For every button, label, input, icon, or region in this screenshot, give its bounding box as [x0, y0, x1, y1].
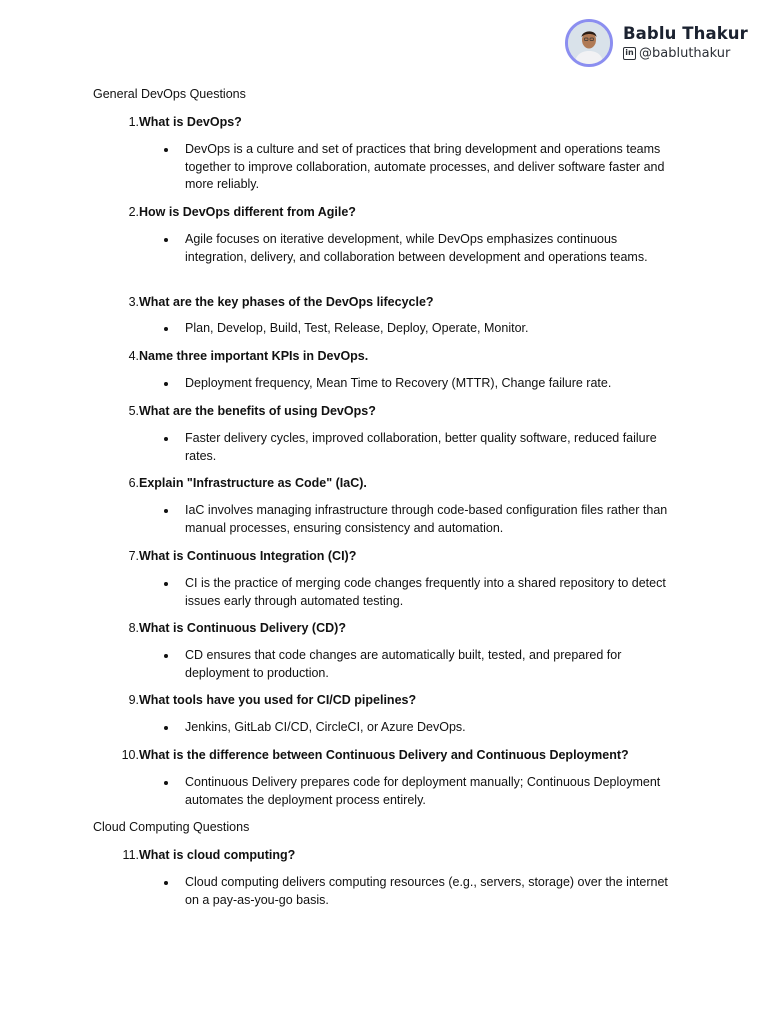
answer-item	[161, 575, 671, 610]
question-number: 2.	[128, 205, 139, 219]
question-number: 11.	[122, 848, 139, 862]
question-row	[93, 475, 367, 502]
question-row	[93, 348, 368, 375]
question-number: 7.	[128, 549, 139, 563]
answer-text: Continuous Delivery prepares code for deployment manually; Continuous Deployment automates the deployment process entirely.	[185, 775, 661, 807]
answer-item	[161, 719, 671, 737]
author-name: Bablu Thakur	[623, 24, 748, 44]
question-text: Name three important KPIs in DevOps.	[139, 349, 369, 363]
question-number: 4.	[128, 349, 139, 363]
section-title: Cloud Computing Questions	[93, 820, 250, 834]
answer-text: IaC involves managing infrastructure through code-based configuration files rather than manual processes, ensuring consistency and automation.	[185, 503, 668, 535]
avatar	[565, 19, 613, 67]
question-text: Explain "Infrastructure as Code" (IaC).	[139, 476, 367, 490]
author-handle-row[interactable]	[623, 47, 748, 60]
question-row	[93, 620, 346, 647]
answer-item	[161, 874, 671, 909]
answer-text: Cloud computing delivers computing resources (e.g., servers, storage) over the internet on a pay-as-you-go basis.	[185, 875, 668, 907]
question-row	[93, 847, 295, 874]
question-row	[93, 548, 356, 575]
author-header	[565, 19, 748, 67]
answer-text: Agile focuses on iterative development, while DevOps emphasizes continuous integration, delivery, and collaboration between development and operations teams.	[185, 232, 648, 264]
answer-item	[161, 320, 671, 338]
question-text: What is Continuous Integration (CI)?	[139, 549, 357, 563]
question-row	[93, 403, 376, 430]
question-text: What is Continuous Delivery (CD)?	[139, 621, 346, 635]
question-row	[93, 294, 434, 321]
question-row	[93, 692, 416, 719]
answer-text: CI is the practice of merging code changes frequently into a shared repository to detect issues early through automated testing.	[185, 576, 666, 608]
question-text: How is DevOps different from Agile?	[139, 205, 356, 219]
question-number: 5.	[128, 404, 139, 418]
question-number: 9.	[128, 693, 139, 707]
question-row	[93, 204, 356, 231]
question-number: 8.	[128, 621, 139, 635]
question-row	[93, 114, 242, 141]
answer-text: DevOps is a culture and set of practices that bring development and operations teams together to improve collaboration, automate processes, and deliver software faster and more reliably.	[185, 142, 665, 191]
question-number: 10.	[121, 748, 139, 762]
question-text: What are the benefits of using DevOps?	[139, 404, 376, 418]
answer-text: Plan, Develop, Build, Test, Release, Deploy, Operate, Monitor.	[185, 321, 529, 335]
question-number: 6.	[128, 476, 139, 490]
answer-text: Deployment frequency, Mean Time to Recovery (MTTR), Change failure rate.	[185, 376, 612, 390]
question-text: What are the key phases of the DevOps lifecycle?	[139, 295, 434, 309]
answer-item	[161, 231, 671, 266]
answer-text: Jenkins, GitLab CI/CD, CircleCI, or Azure DevOps.	[185, 720, 466, 734]
answer-item	[161, 141, 671, 194]
author-handle: @babluthakur	[639, 45, 731, 61]
question-number: 3.	[128, 295, 139, 309]
answer-item	[161, 502, 671, 537]
answer-text: CD ensures that code changes are automatically built, tested, and prepared for deployment to production.	[185, 648, 622, 680]
question-text: What is the difference between Continuous Delivery and Continuous Deployment?	[139, 748, 629, 762]
answer-item	[161, 647, 671, 682]
answer-text: Faster delivery cycles, improved collaboration, better quality software, reduced failure rates.	[185, 431, 657, 463]
question-row	[93, 747, 629, 774]
answer-item	[161, 774, 671, 809]
section-title: General DevOps Questions	[93, 87, 246, 101]
question-text: What is DevOps?	[139, 115, 242, 129]
linkedin-icon: in	[623, 47, 636, 60]
answer-item	[161, 375, 671, 393]
answer-item	[161, 430, 671, 465]
question-text: What tools have you used for CI/CD pipelines?	[139, 693, 417, 707]
question-number: 1.	[128, 115, 139, 129]
question-text: What is cloud computing?	[139, 848, 296, 862]
